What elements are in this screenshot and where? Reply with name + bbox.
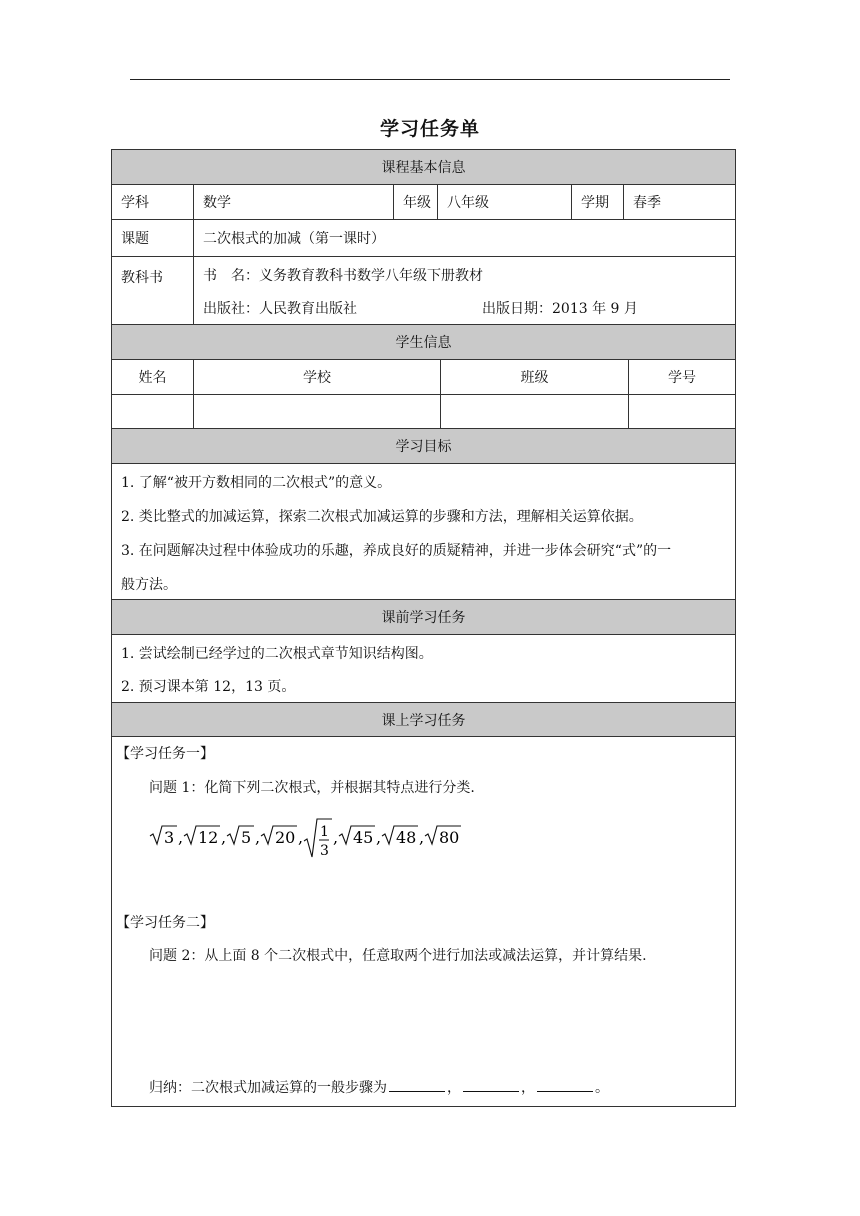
publisher: 出版社：人民教育出版社 <box>203 301 357 317</box>
task2-title: 【学习任务二】 <box>116 915 214 931</box>
objective-item-2: 2. 类比整式的加减运算，探索二次根式加减运算的步骤和方法，理解相关运算依据。 <box>121 509 643 525</box>
summary-end: 。 <box>595 1080 609 1096</box>
radical-list-svg <box>150 816 460 860</box>
textbook-row <box>112 257 735 325</box>
summary-prefix: 归纳：二次根式加减运算的一般步骤为 <box>149 1080 387 1096</box>
radical-3 <box>227 826 254 847</box>
radical-1 <box>150 826 177 847</box>
svg-text:3: 3 <box>164 828 175 847</box>
student-class-header: 班级 <box>441 360 629 394</box>
student-name-header: 姓名 <box>112 360 194 394</box>
textbook-label: 教科书 <box>112 257 194 324</box>
course-info-header-text: 课程基本信息 <box>381 160 466 176</box>
radical-comma: , <box>298 828 304 847</box>
publish-date: 出版日期：2013 年 9 月 <box>482 301 638 317</box>
radical-comma: , <box>221 828 227 847</box>
radical-comma: , <box>178 828 184 847</box>
task-sheet-table <box>111 149 736 1107</box>
topic-value: 二次根式的加减（第一课时） <box>203 231 385 247</box>
pre-class-item-1: 1. 尝试绘制已经学过的二次根式章节知识结构图。 <box>121 646 433 662</box>
objective-item-3: 3. 在问题解决过程中体验成功的乐趣，养成良好的质疑精神，并进一步体会研究“式”的一 <box>121 543 672 559</box>
radical-7 <box>382 826 418 847</box>
topic-label: 课题 <box>112 220 194 256</box>
textbook-details <box>194 257 735 324</box>
grade-value: 八年级 <box>438 185 572 219</box>
summary-line <box>149 1077 609 1097</box>
summary-blank-3[interactable] <box>537 1077 593 1092</box>
svg-text:20: 20 <box>275 828 296 847</box>
summary-blank-2[interactable] <box>463 1077 519 1092</box>
pre-class-body <box>112 635 735 703</box>
svg-text:80: 80 <box>439 828 460 847</box>
topic-row <box>112 220 735 257</box>
svg-text:12: 12 <box>198 828 219 847</box>
term-value: 春季 <box>633 195 661 211</box>
radical-6 <box>339 826 375 847</box>
question-2: 问题 2：从上面 8 个二次根式中，任意取两个进行加法或减法运算，并计算结果. <box>149 948 647 964</box>
in-class-header <box>112 703 735 737</box>
objective-item-3-cont: 般方法。 <box>121 577 177 593</box>
objective-item-1: 1. 了解“被开方数相同的二次根式”的意义。 <box>121 475 392 491</box>
summary-sep-1: ， <box>447 1080 461 1096</box>
radical-comma: , <box>419 828 425 847</box>
student-id-field[interactable] <box>629 395 735 428</box>
radical-comma: , <box>376 828 382 847</box>
objectives-header-text: 学习目标 <box>395 439 452 455</box>
student-info-input-row <box>112 395 735 429</box>
student-info-columns <box>112 360 735 395</box>
student-name-field[interactable] <box>112 395 194 428</box>
radical-4 <box>261 826 297 847</box>
pre-class-item-2: 2. 预习课本第 12，13 页。 <box>121 679 296 695</box>
in-class-body <box>112 737 735 1106</box>
objectives-header <box>112 429 735 464</box>
svg-text:5: 5 <box>241 828 252 847</box>
page-title: 学习任务单 <box>379 118 480 140</box>
in-class-header-text: 课上学习任务 <box>381 712 466 729</box>
header-rule <box>130 79 730 80</box>
course-info-header <box>112 150 735 185</box>
student-id-header: 学号 <box>668 370 696 386</box>
subject-value: 数学 <box>194 185 394 219</box>
svg-text:45: 45 <box>353 828 374 847</box>
student-info-header-text: 学生信息 <box>395 335 452 351</box>
radical-2 <box>184 826 220 847</box>
summary-blank-1[interactable] <box>389 1077 445 1092</box>
radical-comma: , <box>333 828 339 847</box>
book-name: 书 名：义务教育教科书数学八年级下册教材 <box>203 268 483 284</box>
pre-class-header <box>112 600 735 635</box>
student-class-field[interactable] <box>441 395 629 428</box>
svg-text:1: 1 <box>320 824 329 840</box>
radical-list <box>150 816 460 860</box>
course-info-row <box>112 185 735 220</box>
subject-label: 学科 <box>112 185 194 219</box>
svg-text:48: 48 <box>396 828 417 847</box>
radical-comma: , <box>255 828 261 847</box>
pre-class-header-text: 课前学习任务 <box>381 610 466 626</box>
radical-5 <box>304 819 332 859</box>
objectives-body <box>112 464 735 600</box>
svg-text:3: 3 <box>320 843 329 859</box>
grade-label: 年级 <box>394 185 438 219</box>
student-info-header <box>112 325 735 360</box>
term-label: 学期 <box>572 185 624 219</box>
radical-8 <box>425 826 461 847</box>
summary-sep-2: ， <box>521 1080 535 1096</box>
student-school-header: 学校 <box>194 360 441 394</box>
student-school-field[interactable] <box>194 395 441 428</box>
task1-title: 【学习任务一】 <box>116 746 214 762</box>
question-1: 问题 1：化简下列二次根式，并根据其特点进行分类. <box>149 780 475 796</box>
